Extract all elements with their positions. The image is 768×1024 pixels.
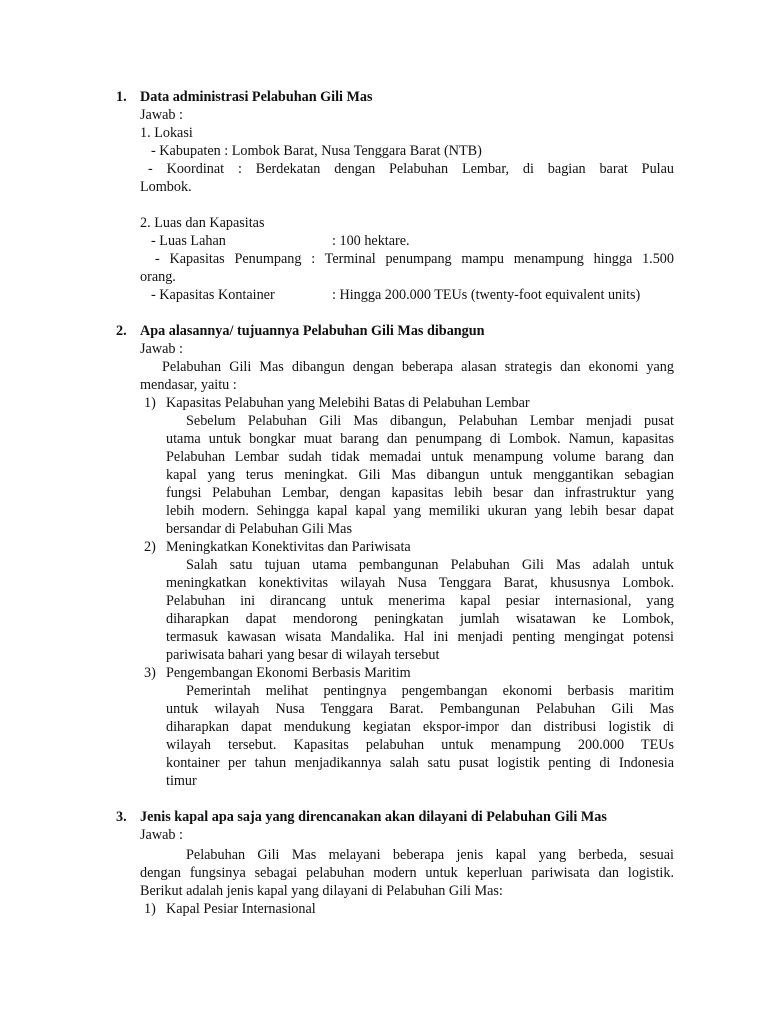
paragraph-line: timur — [166, 773, 197, 789]
koordinat-line: - Koordinat : Berdekatan dengan Pelabuhan Lembar, di bagian barat Pulau — [148, 161, 674, 177]
list-item-number: 1) — [144, 395, 156, 411]
section-number: 2. — [116, 323, 127, 339]
paragraph-line: lebih modern. Sehingga kapal kapal yang memiliki ukuran yang lebih besar dapat — [166, 503, 674, 519]
paragraph-line: meningkatkan konektivitas wilayah Nusa Tenggara Barat, khususnya Lombok. — [166, 575, 674, 591]
section-number: 3. — [116, 809, 127, 825]
list-item-heading: Pengembangan Ekonomi Berbasis Maritim — [166, 665, 411, 681]
paragraph-line: Pelabuhan ini dirancang untuk menerima kapal pesiar internasional, yang — [166, 593, 674, 609]
section-title: Apa alasannya/ tujuannya Pelabuhan Gili Mas dibangun — [140, 323, 485, 339]
kapasitas-kontainer-value: : Hingga 200.000 TEUs (twenty-foot equivalent units) — [332, 287, 641, 303]
kapasitas-kontainer-label: - Kapasitas Kontainer — [151, 287, 275, 303]
answer-label: Jawab : — [140, 827, 183, 843]
paragraph-line: termasuk kawasan wisata Mandalika. Hal ini menjadi penting mengingat potensi — [166, 629, 674, 645]
list-item-number: 1) — [144, 901, 156, 917]
koordinat-line-continued: Lombok. — [140, 179, 192, 195]
paragraph-line: kapal yang terus meningkat. Gili Mas dibangun untuk menggantikan sebagian — [166, 467, 674, 483]
list-item-number: 3) — [144, 665, 156, 681]
list-item-heading: Meningkatkan Konektivitas dan Pariwisata — [166, 539, 411, 555]
section-title: Data administrasi Pelabuhan Gili Mas — [140, 89, 373, 105]
paragraph-line: Salah satu tujuan utama pembangunan Pelabuhan Gili Mas adalah untuk — [186, 557, 674, 573]
paragraph-line: Pemerintah melihat pentingnya pengembangan ekonomi berbasis maritim — [186, 683, 674, 699]
list-item-heading: Kapal Pesiar Internasional — [166, 901, 316, 917]
paragraph-line: diharapkan dapat mendorong peningkatan jumlah wisatawan ke Lombok, — [166, 611, 674, 627]
paragraph-line: Pelabuhan Lembar sudah tidak memadai untuk menampung volume barang dan — [166, 449, 674, 465]
answer-label: Jawab : — [140, 341, 183, 357]
kapasitas-penumpang-line: - Kapasitas Penumpang : Terminal penumpang mampu menampung hingga 1.500 — [155, 251, 674, 267]
paragraph-line: diharapkan dapat mendukung kegiatan ekspor-impor dan distribusi logistik di — [166, 719, 674, 735]
paragraph-line: Berikut adalah jenis kapal yang dilayani di Pelabuhan Gili Mas: — [140, 883, 503, 899]
paragraph-line: Pelabuhan Gili Mas dibangun dengan beberapa alasan strategis dan ekonomi yang — [162, 359, 674, 375]
subheading-lokasi: 1. Lokasi — [140, 125, 193, 141]
subheading-luas-kapasitas: 2. Luas dan Kapasitas — [140, 215, 265, 231]
luas-lahan-value: : 100 hektare. — [332, 233, 410, 249]
answer-label: Jawab : — [140, 107, 183, 123]
kabupaten-line: - Kabupaten : Lombok Barat, Nusa Tenggara Barat (NTB) — [151, 143, 482, 159]
paragraph-line: kontainer per tahun menjadikannya salah satu pusat logistik penting di Indonesia — [166, 755, 674, 771]
list-item-heading: Kapasitas Pelabuhan yang Melebihi Batas di Pelabuhan Lembar — [166, 395, 530, 411]
paragraph-line: Sebelum Pelabuhan Gili Mas dibangun, Pelabuhan Lembar menjadi pusat — [186, 413, 674, 429]
paragraph-line: mendasar, yaitu : — [140, 377, 237, 393]
paragraph-line: pariwisata bahari yang besar di wilayah tersebut — [166, 647, 440, 663]
paragraph-line: Pelabuhan Gili Mas melayani beberapa jenis kapal yang berbeda, sesuai — [186, 847, 674, 863]
kapasitas-penumpang-continued: orang. — [140, 269, 176, 285]
list-item-number: 2) — [144, 539, 156, 555]
luas-lahan-label: - Luas Lahan — [151, 233, 226, 249]
section-number: 1. — [116, 89, 127, 105]
paragraph-line: untuk wilayah Nusa Tenggara Barat. Pembangunan Pelabuhan Gili Mas — [166, 701, 674, 717]
paragraph-line: utama untuk bongkar muat barang dan penumpang di Lombok. Namun, kapasitas — [166, 431, 674, 447]
paragraph-line: bersandar di Pelabuhan Gili Mas — [166, 521, 352, 537]
paragraph-line: fungsi Pelabuhan Lembar, dengan kapasitas lebih besar dan infrastruktur yang — [166, 485, 674, 501]
section-title: Jenis kapal apa saja yang direncanakan akan dilayani di Pelabuhan Gili Mas — [140, 809, 607, 825]
paragraph-line: wilayah tersebut. Kapasitas pelabuhan untuk menampung 200.000 TEUs — [166, 737, 674, 753]
paragraph-line: dengan fungsinya sebagai pelabuhan modern untuk keperluan pariwisata dan logistik. — [140, 865, 674, 881]
